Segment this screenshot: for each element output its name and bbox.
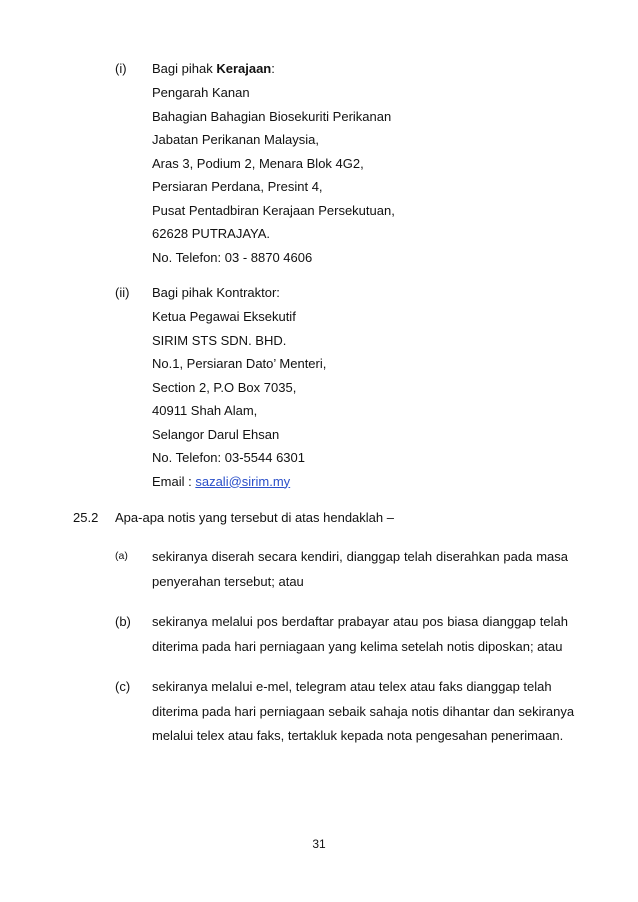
item-line: melalui telex atau faks, tertakluk kepada nota pengesahan penerimaan. <box>152 728 564 743</box>
address-line: Section 2, P.O Box 7035, <box>152 379 297 395</box>
address-line: 40911 Shah Alam, <box>152 403 258 418</box>
party-contractor-label: (ii) <box>115 285 130 300</box>
address-line: Aras 3, Podium 2, Menara Blok 4G2, <box>152 155 364 171</box>
item-line: sekiranya diserah secara kendiri, dianggap telah diserahkan pada masa <box>152 549 568 564</box>
item-b-label: (b) <box>115 614 131 629</box>
item-b-text <box>152 610 568 659</box>
address-line: Jabatan Perikanan Malaysia, <box>152 132 319 147</box>
address-line: No.1, Persiaran Dato’ Menteri, <box>152 356 327 371</box>
party-government-label: (i) <box>115 61 127 76</box>
item-line: diterima pada hari perniagaan yang kelima setelah notis diposkan; atau <box>152 638 563 654</box>
item-c-label: (c) <box>115 679 131 694</box>
item-line: sekiranya melalui e-mel, telegram atau telex atau faks dianggap telah <box>152 679 552 694</box>
party-government-intro-suffix: : <box>271 61 275 76</box>
party-government-intro-text: Bagi pihak <box>152 61 217 76</box>
section-text: Apa-apa notis yang tersebut di atas hendaklah – <box>115 510 394 525</box>
email-line <box>152 470 326 494</box>
address-line: Selangor Darul Ehsan <box>152 426 280 442</box>
address-line: Bahagian Bahagian Biosekuriti Perikanan <box>152 108 392 124</box>
page-number: 31 <box>312 837 326 851</box>
item-line: diterima pada hari perniagaan sebaik sahaja notis dihantar dan sekiranya <box>152 703 575 719</box>
party-government-address <box>152 81 395 269</box>
address-line: Pengarah Kanan <box>152 85 250 100</box>
item-a-label: (a) <box>115 550 128 562</box>
party-contractor-intro: Bagi pihak Kontraktor: <box>152 285 280 300</box>
item-line: penyerahan tersebut; atau <box>152 573 304 589</box>
section-number: 25.2 <box>73 510 99 525</box>
email-label: Email : <box>152 473 196 489</box>
address-line: 62628 PUTRAJAYA. <box>152 226 271 241</box>
party-contractor-address <box>152 305 326 493</box>
item-c-text <box>152 675 575 749</box>
phone-line: No. Telefon: 03 - 8870 4606 <box>152 249 313 265</box>
address-line: Persiaran Perdana, Presint 4, <box>152 179 323 194</box>
item-a-text <box>152 545 568 594</box>
item-line: sekiranya melalui pos berdaftar prabayar atau pos biasa dianggap telah <box>152 614 568 629</box>
phone-line: No. Telefon: 03-5544 6301 <box>152 450 305 465</box>
email-link[interactable]: sazali@sirim.my <box>195 473 291 489</box>
address-line: Pusat Pentadbiran Kerajaan Persekutuan, <box>152 202 395 218</box>
address-line: SIRIM STS SDN. BHD. <box>152 332 287 348</box>
address-line: Ketua Pegawai Eksekutif <box>152 309 296 324</box>
party-government-intro <box>152 57 275 81</box>
party-government-intro-bold: Kerajaan <box>216 61 272 76</box>
